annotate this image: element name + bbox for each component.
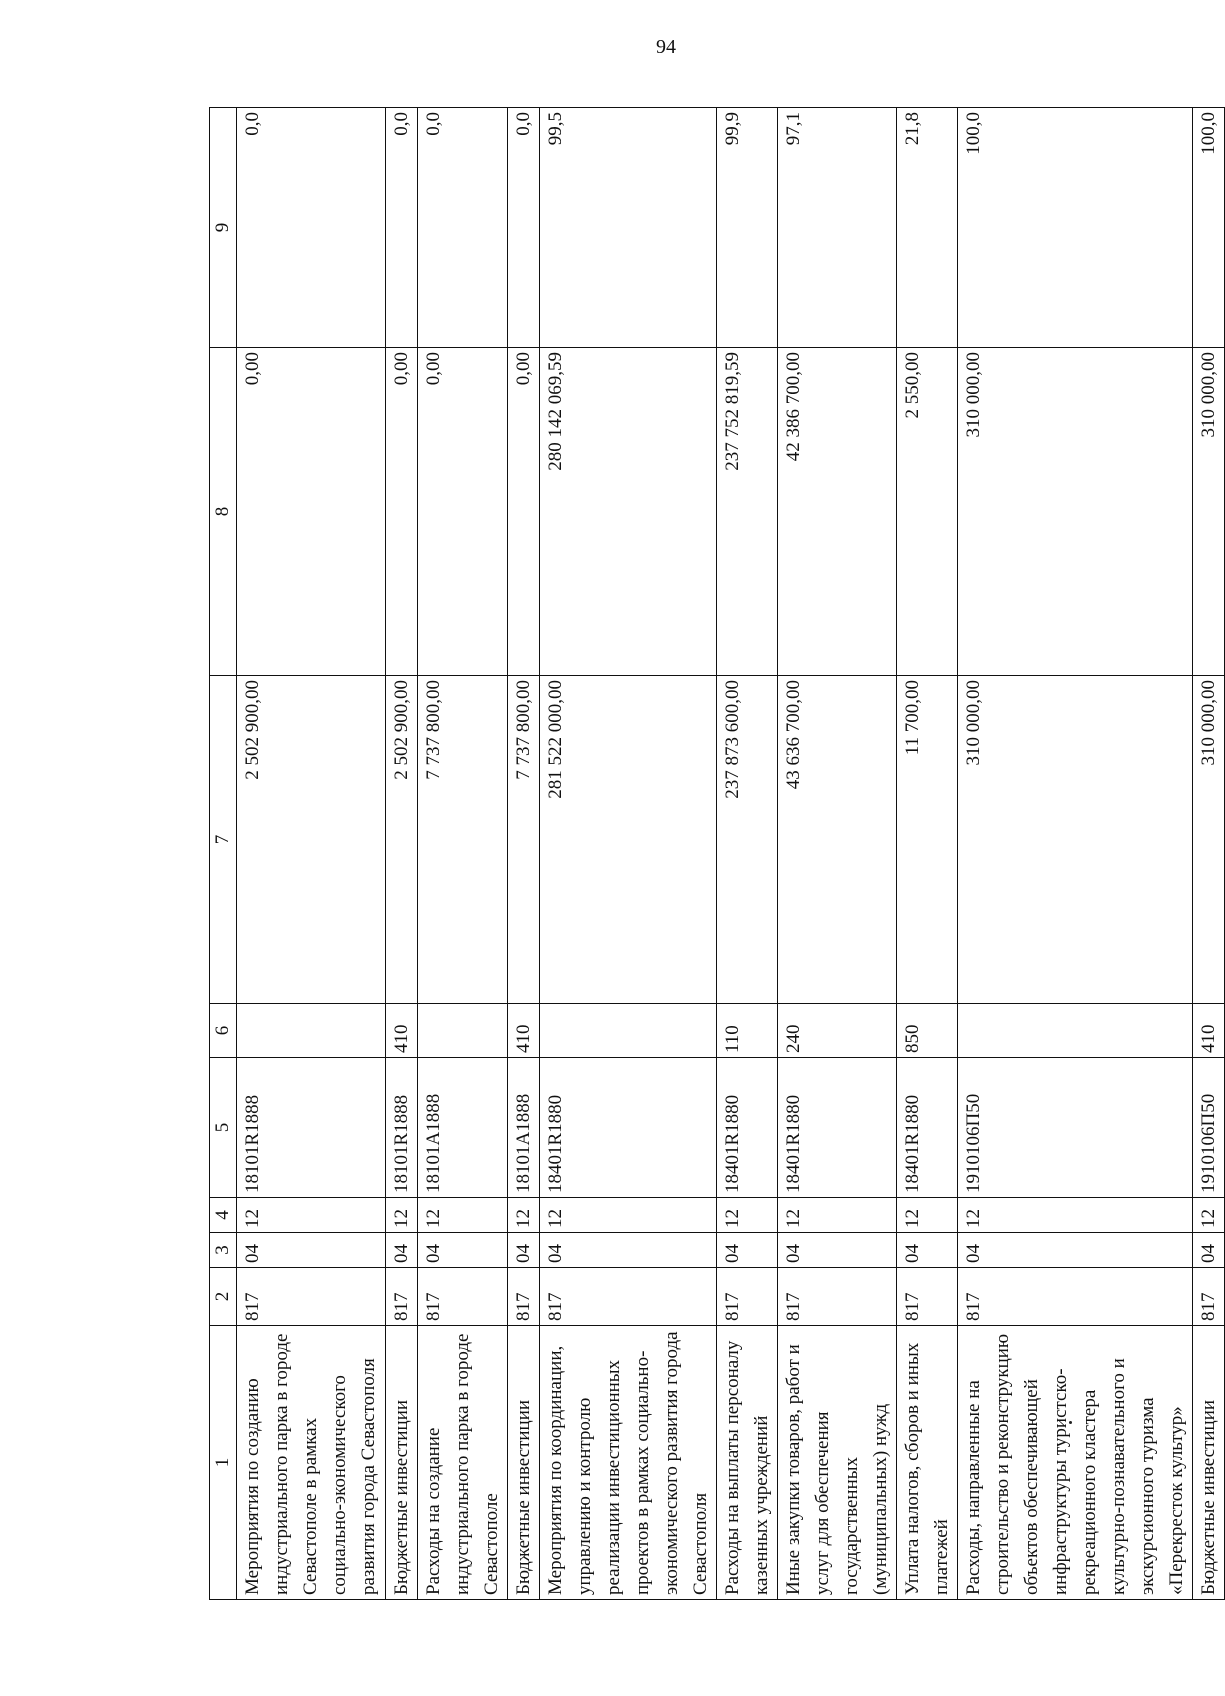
- table-row: [958, 108, 1193, 1600]
- table-row: [778, 108, 897, 1600]
- cell-section: 04: [237, 1233, 386, 1268]
- cell-target-article: 18101R1888: [237, 1058, 386, 1198]
- cell-expense-type: 410: [386, 1004, 418, 1058]
- cell-target-article: 18401R1880: [540, 1058, 717, 1198]
- table-row: [386, 108, 418, 1600]
- column-header-1: 1: [210, 1326, 237, 1600]
- cell-subsection: 12: [897, 1198, 958, 1233]
- cell-expense-type: 850: [897, 1004, 958, 1058]
- cell-percent-executed: 100,0: [958, 108, 1193, 348]
- cell-executed-amount: 0,00: [508, 348, 540, 676]
- cell-section: 04: [386, 1233, 418, 1268]
- cell-section: 04: [508, 1233, 540, 1268]
- cell-description: Расходы на выплаты персоналу казенных учреждений: [717, 1326, 778, 1600]
- cell-subsection: 12: [540, 1198, 717, 1233]
- table-row: [237, 108, 386, 1600]
- cell-target-article: 1910106П50: [958, 1058, 1193, 1198]
- column-header-7: 7: [210, 676, 237, 1004]
- cell-ministry-code: 817: [958, 1268, 1193, 1326]
- page-number: 94: [656, 36, 676, 58]
- cell-percent-executed: 97,1: [778, 108, 897, 348]
- cell-description: Расходы, направленные на строительство и реконструкцию объектов обеспечивающей инфраструктуры туристско-рекреационного кластера культурно-познавательного и экскурсионного туризма «Перекресток культур»: [958, 1326, 1193, 1600]
- column-header-6: 6: [210, 1004, 237, 1058]
- cell-expense-type: 110: [717, 1004, 778, 1058]
- cell-description: Мероприятия по координации, управлению и контролю реализации инвестиционных проектов в рамках социально-экономического развития города Севастополя: [540, 1326, 717, 1600]
- cell-planned-amount: 2 502 900,00: [237, 676, 386, 1004]
- cell-executed-amount: 310 000,00: [1193, 348, 1225, 676]
- cell-ministry-code: 817: [717, 1268, 778, 1326]
- cell-subsection: 12: [418, 1198, 508, 1233]
- cell-expense-type: 240: [778, 1004, 897, 1058]
- cell-expense-type: 410: [1193, 1004, 1225, 1058]
- table-row: [508, 108, 540, 1600]
- cell-executed-amount: 2 550,00: [897, 348, 958, 676]
- cell-subsection: 12: [1193, 1198, 1225, 1233]
- cell-description: Мероприятия по созданию индустриального парка в городе Севастополе в рамках социально-экономического развития города Севастополя: [237, 1326, 386, 1600]
- cell-percent-executed: 0,0: [237, 108, 386, 348]
- cell-executed-amount: 0,00: [386, 348, 418, 676]
- column-header-3: 3: [210, 1233, 237, 1268]
- cell-subsection: 12: [778, 1198, 897, 1233]
- cell-planned-amount: 43 636 700,00: [778, 676, 897, 1004]
- table-row: [1193, 108, 1225, 1600]
- cell-target-article: 18101A1888: [418, 1058, 508, 1198]
- cell-target-article: 18401R1880: [778, 1058, 897, 1198]
- cell-target-article: 18101A1888: [508, 1058, 540, 1198]
- cell-expense-type: [237, 1004, 386, 1058]
- cell-percent-executed: 100,0: [1193, 108, 1225, 348]
- table-row: [717, 108, 778, 1600]
- header-row: [210, 108, 237, 1600]
- cell-subsection: 12: [386, 1198, 418, 1233]
- cell-section: 04: [958, 1233, 1193, 1268]
- cell-description: Бюджетные инвестиции: [508, 1326, 540, 1600]
- cell-subsection: 12: [237, 1198, 386, 1233]
- column-header-9: 9: [210, 108, 237, 348]
- cell-ministry-code: 817: [386, 1268, 418, 1326]
- cell-expense-type: [958, 1004, 1193, 1058]
- cell-planned-amount: 11 700,00: [897, 676, 958, 1004]
- cell-expense-type: [540, 1004, 717, 1058]
- cell-planned-amount: 7 737 800,00: [418, 676, 508, 1004]
- cell-percent-executed: 0,0: [386, 108, 418, 348]
- column-header-5: 5: [210, 1058, 237, 1198]
- cell-ministry-code: 817: [508, 1268, 540, 1326]
- cell-ministry-code: 817: [237, 1268, 386, 1326]
- cell-expense-type: 410: [508, 1004, 540, 1058]
- cell-section: 04: [897, 1233, 958, 1268]
- cell-percent-executed: 99,9: [717, 108, 778, 348]
- cell-ministry-code: 817: [418, 1268, 508, 1326]
- cell-percent-executed: 0,0: [508, 108, 540, 348]
- cell-ministry-code: 817: [897, 1268, 958, 1326]
- cell-planned-amount: 2 502 900,00: [386, 676, 418, 1004]
- cell-subsection: 12: [717, 1198, 778, 1233]
- cell-executed-amount: 0,00: [418, 348, 508, 676]
- cell-section: 04: [778, 1233, 897, 1268]
- cell-planned-amount: 310 000,00: [1193, 676, 1225, 1004]
- cell-subsection: 12: [508, 1198, 540, 1233]
- cell-target-article: 18401R1880: [897, 1058, 958, 1198]
- column-header-4: 4: [210, 1198, 237, 1233]
- cell-executed-amount: 280 142 069,59: [540, 348, 717, 676]
- cell-planned-amount: 237 873 600,00: [717, 676, 778, 1004]
- cell-percent-executed: 0,0: [418, 108, 508, 348]
- cell-percent-executed: 99,5: [540, 108, 717, 348]
- cell-planned-amount: 310 000,00: [958, 676, 1193, 1004]
- cell-section: 04: [540, 1233, 717, 1268]
- column-header-2: 2: [210, 1268, 237, 1326]
- cell-target-article: 18401R1880: [717, 1058, 778, 1198]
- column-header-8: 8: [210, 348, 237, 676]
- cell-planned-amount: 7 737 800,00: [508, 676, 540, 1004]
- cell-subsection: 12: [958, 1198, 1193, 1233]
- budget-table: [209, 107, 1225, 1600]
- cell-ministry-code: 817: [778, 1268, 897, 1326]
- cell-target-article: 18101R1888: [386, 1058, 418, 1198]
- cell-executed-amount: 310 000,00: [958, 348, 1193, 676]
- cell-section: 04: [1193, 1233, 1225, 1268]
- cell-description: Бюджетные инвестиции: [1193, 1326, 1225, 1600]
- cell-description: Уплата налогов, сборов и иных платежей: [897, 1326, 958, 1600]
- cell-executed-amount: 42 386 700,00: [778, 348, 897, 676]
- cell-ministry-code: 817: [1193, 1268, 1225, 1326]
- cell-description: Расходы на создание индустриального парка в городе Севастополе: [418, 1326, 508, 1600]
- cell-description: Бюджетные инвестиции: [386, 1326, 418, 1600]
- cell-target-article: 1910106П50: [1193, 1058, 1225, 1198]
- cell-expense-type: [418, 1004, 508, 1058]
- cell-description: Иные закупки товаров, работ и услуг для обеспечения государственных (муниципальных) нужд: [778, 1326, 897, 1600]
- cell-executed-amount: 0,00: [237, 348, 386, 676]
- rotated-table-wrapper: [209, 108, 1219, 1600]
- cell-ministry-code: 817: [540, 1268, 717, 1326]
- table-row: [897, 108, 958, 1600]
- table-row: [540, 108, 717, 1600]
- cell-executed-amount: 237 752 819,59: [717, 348, 778, 676]
- cell-planned-amount: 281 522 000,00: [540, 676, 717, 1004]
- cell-section: 04: [418, 1233, 508, 1268]
- cell-percent-executed: 21,8: [897, 108, 958, 348]
- cell-section: 04: [717, 1233, 778, 1268]
- table-row: [418, 108, 508, 1600]
- table-container: [209, 108, 1219, 1600]
